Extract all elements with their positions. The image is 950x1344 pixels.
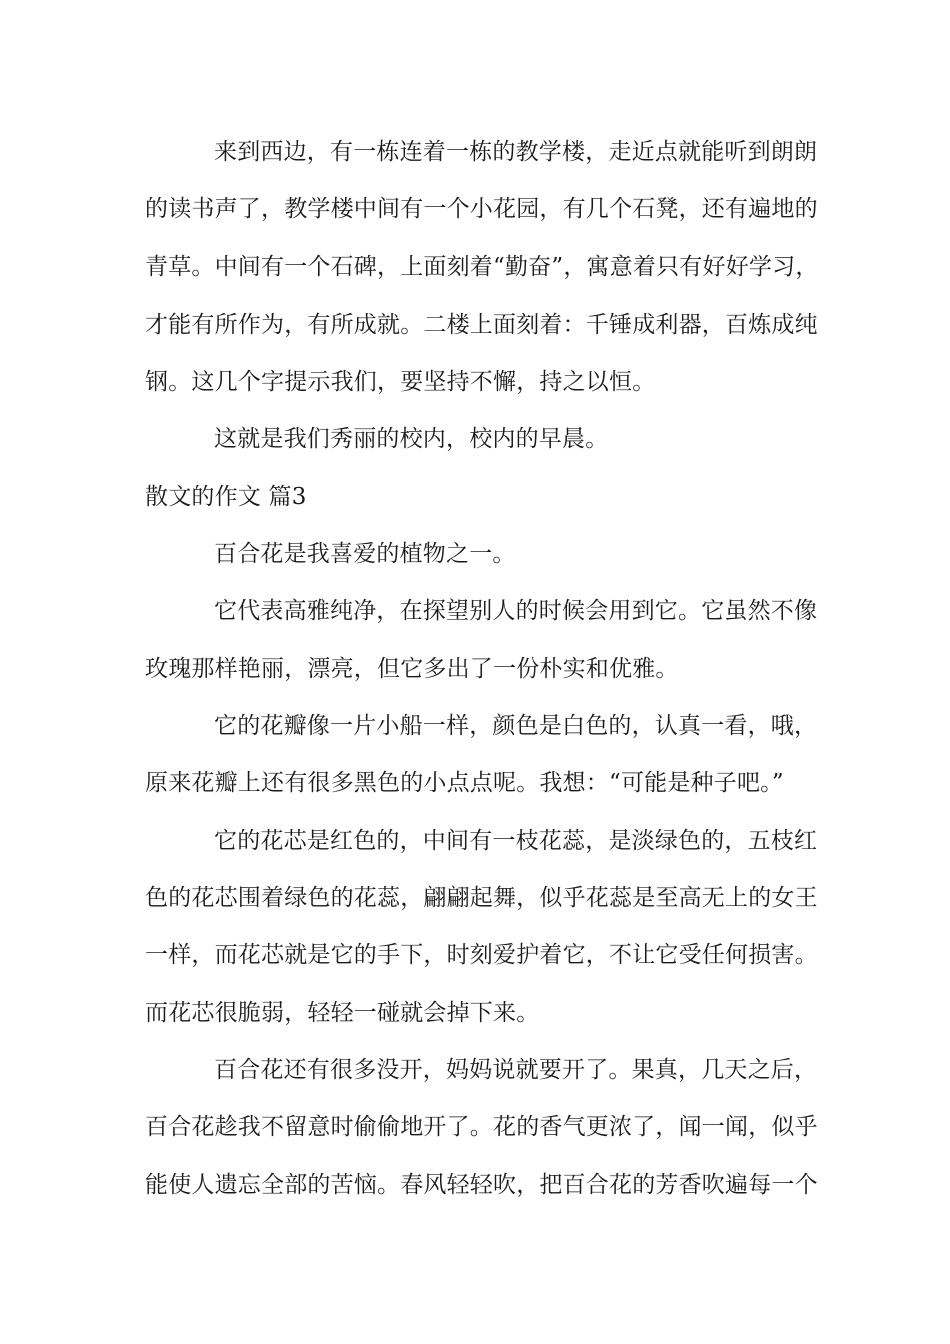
paragraph-line: 这就是我们秀丽的校内，校内的早晨。	[214, 426, 609, 452]
paragraph-line: 它的花瓣像一片小船一样，颜色是白色的，认真一看，哦，	[214, 713, 818, 739]
paragraph-line: 百合花还有很多没开，妈妈说就要开了。果真，几天之后，	[214, 1057, 818, 1083]
paragraph-line: 青草。中间有一个石碑，上面刻着“勤奋”，寓意着只有好好学习，	[145, 254, 819, 280]
paragraph-line: 色的花芯围着绿色的花蕊，翩翩起舞，似乎花蕊是至高无上的女王	[145, 885, 818, 911]
paragraph-line: 原来花瓣上还有很多黑色的小点点呢。我想：“可能是种子吧。”	[145, 770, 784, 796]
paragraph-line: 百合花是我喜爱的植物之一。	[214, 541, 516, 567]
paragraph-line: 它代表高雅纯净，在探望别人的时候会用到它。它虽然不像	[214, 598, 818, 624]
paragraph-line: 来到西边，有一栋连着一栋的教学楼，走近点就能听到朗朗	[214, 139, 818, 165]
paragraph-line: 百合花趁我不留意时偷偷地开了。花的香气更浓了，闻一闻，似乎	[145, 1114, 818, 1140]
paragraph-line: 的读书声了，教学楼中间有一个小花园，有几个石凳，还有遍地的	[145, 196, 818, 222]
paragraph-line: 能使人遗忘全部的苦恼。春风轻轻吹，把百合花的芳香吹遍每一个	[145, 1172, 818, 1198]
paragraph-line: 玫瑰那样艳丽，漂亮，但它多出了一份朴实和优雅。	[145, 656, 679, 682]
section-heading: 散文的作文 篇3	[145, 484, 307, 510]
paragraph-line: 才能有所作为，有所成就。二楼上面刻着：千锤成利器，百炼成纯	[145, 312, 818, 338]
paragraph-line: 钢。这几个字提示我们，要坚持不懈，持之以恒。	[145, 369, 656, 395]
paragraph-line: 它的花芯是红色的，中间有一枝花蕊，是淡绿色的，五枝红	[214, 828, 818, 854]
paragraph-line: 而花芯很脆弱，轻轻一碰就会掉下来。	[145, 1000, 540, 1026]
paragraph-line: 一样，而花芯就是它的手下，时刻爱护着它，不让它受任何损害。	[145, 942, 818, 968]
